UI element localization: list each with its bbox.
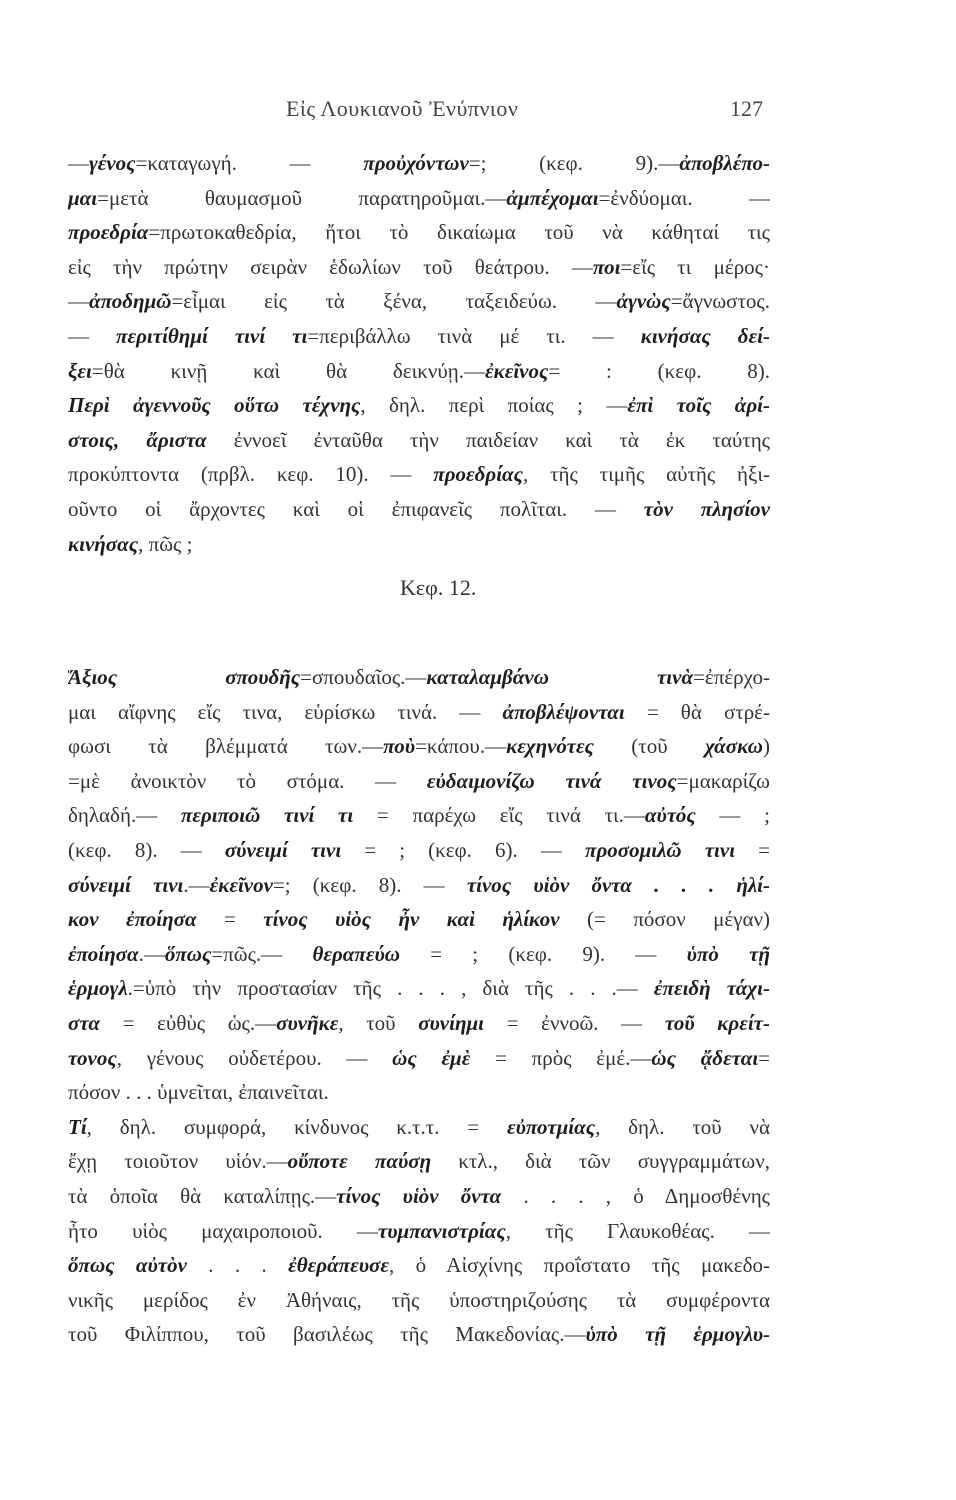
lemma-term: ξει xyxy=(68,358,92,383)
lemma-term: ὡς ἐμὲ xyxy=(392,1045,471,1070)
lemma-term: προεδρίας xyxy=(433,462,524,487)
lemma-term: τοῦ κρείτ- xyxy=(664,1010,770,1035)
lemma-term: περιτίθημί τινί τι xyxy=(116,323,308,348)
gloss-text: =ἄγνωστος. xyxy=(670,289,770,314)
lemma-term: ἐποίησα xyxy=(68,941,139,966)
gloss-text: = θὰ στρέ- xyxy=(624,699,770,724)
lemma-term: σύνειμί τινι xyxy=(68,872,184,897)
gloss-text: .=ὑπὸ τὴν προστασίαν τῆς . . . , διὰ τῆς . . .— xyxy=(127,976,654,1001)
gloss-text: , τῆς τιμῆς αὐτῆς ἠξι- xyxy=(523,462,770,487)
gloss-text: μαι αἴφνης εἴς τινα, εὑρίσκω τινά. — xyxy=(68,699,503,724)
gloss-text: = εὐθὺς ὡς.— xyxy=(99,1010,277,1035)
lemma-term: ποὺ xyxy=(383,734,416,759)
text-line xyxy=(68,527,770,562)
lemma-term: ἀμπέχομαι xyxy=(506,185,599,210)
gloss-text: =εἶμαι εἰς τὰ ξένα, ταξειδεύω. — xyxy=(171,289,617,314)
lemma-term: ὅπως αὐτὸν xyxy=(68,1253,187,1278)
text-line xyxy=(68,1144,770,1179)
text-line xyxy=(68,354,770,389)
gloss-text: , γένους οὐδετέρου. — xyxy=(116,1045,393,1070)
gloss-text: οῦντο οἱ ἄρχοντες καὶ οἱ ἐπιφανεῖς πολῖται. — xyxy=(68,496,644,521)
commentary-section-2 xyxy=(68,660,770,1352)
gloss-text: =; (κεφ. 8). — xyxy=(272,872,467,897)
lemma-term: ὅπως xyxy=(164,941,212,966)
gloss-text: κτλ., διὰ τῶν συγγραμμάτων, xyxy=(431,1149,770,1174)
lemma-term: ἐπὶ τοῖς ἀρί- xyxy=(627,393,770,418)
commentary-section-1 xyxy=(68,146,770,561)
gloss-text: = πρὸς ἐμέ.— xyxy=(470,1045,652,1070)
text-line xyxy=(68,1317,770,1352)
gloss-text: (τοῦ xyxy=(593,734,706,759)
gloss-text: , πῶς ; xyxy=(138,531,193,556)
text-line xyxy=(68,937,770,972)
gloss-text: — ; xyxy=(695,803,770,828)
lemma-term: τονος xyxy=(68,1045,117,1070)
gloss-text: =καταγωγή. — xyxy=(135,151,364,175)
text-line xyxy=(68,798,770,833)
text-line xyxy=(68,1214,770,1249)
text-line xyxy=(68,492,770,527)
gloss-text: , τοῦ xyxy=(338,1010,419,1035)
lemma-term: ἀποβλέψονται xyxy=(502,699,625,724)
gloss-text: = xyxy=(196,907,264,932)
lemma-term: περιποιῶ τινί τι xyxy=(180,803,354,828)
lemma-term: καταλαμβάνω τινὰ xyxy=(426,665,694,689)
text-line xyxy=(68,181,770,216)
lemma-term: ποι xyxy=(592,254,621,279)
lemma-term: κινήσας xyxy=(68,531,139,556)
lemma-term: αὐτός xyxy=(644,803,696,828)
text-line xyxy=(68,1075,770,1110)
lemma-term: κινήσας δεί- xyxy=(640,323,770,348)
text-line xyxy=(68,660,770,695)
lemma-term: Περὶ ἀγεννοῦς οὕτω τέχνης xyxy=(68,393,361,418)
lemma-term: στοις, ἄριστα xyxy=(68,427,207,452)
lemma-term: ἀγνὼς xyxy=(616,289,671,314)
gloss-text: ἔχῃ τοιοῦτον υἱόν.— xyxy=(68,1149,288,1174)
gloss-text: ἐννοεῖ ἐνταῦθα τὴν παιδείαν καὶ τὰ ἐκ ταύτης xyxy=(206,427,770,452)
gloss-text: νικῆς μερίδος ἐν Ἀθήναις, τῆς ὑποστηριζούσης τὰ συμφέροντα xyxy=(68,1287,770,1312)
gloss-text: προκύπτοντα (πρβλ. κεφ. 10). — xyxy=(68,462,434,487)
text-line xyxy=(68,284,770,319)
lemma-term: προὐχόντων xyxy=(363,151,469,175)
gloss-text: =εἴς τι μέρος· xyxy=(620,254,770,279)
lemma-term: ἀποδημῶ xyxy=(89,289,172,314)
chapter-heading: Κεφ. 12. xyxy=(400,575,477,600)
gloss-text: , δηλ. περὶ ποίας ; — xyxy=(360,393,628,418)
lemma-term: προεδρία xyxy=(68,220,149,245)
lemma-term: ἐκεῖνον xyxy=(209,872,273,897)
lemma-term: Τί xyxy=(68,1114,87,1139)
gloss-text: δηλαδή.— xyxy=(68,803,181,828)
text-line xyxy=(68,1110,770,1145)
gloss-text: εἰς τὴν πρώτην σειρὰν ἑδωλίων τοῦ θεάτρου. — xyxy=(68,254,593,279)
gloss-text: — xyxy=(68,151,89,175)
text-line xyxy=(68,1041,770,1076)
lemma-term: τίνος υἱὸς ἦν καὶ ἡλίκον xyxy=(263,907,560,932)
gloss-text: =κάπου.— xyxy=(415,734,507,759)
gloss-text: , δηλ. συμφορά, κίνδυνος κ.τ.τ. = xyxy=(86,1114,507,1139)
text-line xyxy=(68,902,770,937)
gloss-text: (= πόσον μέγαν) xyxy=(559,907,770,932)
text-line xyxy=(68,971,770,1006)
text-line xyxy=(68,215,770,250)
gloss-text: =θὰ κινῇ καὶ θὰ δεικνύῃ.— xyxy=(91,358,485,383)
gloss-text: = παρέχω εἴς τινά τι.— xyxy=(353,803,645,828)
text-line xyxy=(68,868,770,903)
gloss-text: =μακαρίζω xyxy=(676,768,770,793)
lemma-term: ὑπὸ τῇ xyxy=(686,941,770,966)
gloss-text: . . . xyxy=(186,1253,289,1278)
lemma-term: εὐδαιμονίζω τινά τινος xyxy=(426,768,677,793)
gloss-text: = xyxy=(758,1045,770,1070)
text-line xyxy=(68,457,770,492)
text-line xyxy=(68,1006,770,1041)
gloss-text: πόσον . . . ὑμνεῖται, ἐπαινεῖται. xyxy=(68,1080,329,1105)
gloss-text: τὰ ὁποῖα θὰ καταλίπῃς.— xyxy=(68,1183,337,1208)
lemma-term: στα xyxy=(68,1010,100,1035)
gloss-text: =περιβάλλω τινὰ μέ τι. — xyxy=(307,323,641,348)
gloss-text: =ἐνδύομαι. — xyxy=(598,185,770,210)
gloss-text: φωσι τὰ βλέμματά των.— xyxy=(68,734,384,759)
lemma-term: ἑρμογλ xyxy=(68,976,128,1001)
gloss-text: , τῆς Γλαυκοθέας. — xyxy=(505,1218,770,1243)
lemma-term: κον ἐποίησα xyxy=(68,907,197,932)
gloss-text: = ἐννοῶ. — xyxy=(484,1010,665,1035)
lemma-term: ὡς ᾄδεται xyxy=(651,1045,759,1070)
gloss-text: — xyxy=(68,323,117,348)
lemma-term: ἐκεῖνος xyxy=(484,358,549,383)
gloss-text: .— xyxy=(138,941,165,966)
lemma-term: θεραπεύω xyxy=(312,941,400,966)
gloss-text: = xyxy=(735,837,770,862)
gloss-text: , δηλ. τοῦ νὰ xyxy=(595,1114,770,1139)
gloss-text: =σπουδαῖος.— xyxy=(300,665,427,689)
page-number: 127 xyxy=(730,96,763,121)
gloss-text: = ; (κεφ. 9). — xyxy=(399,941,687,966)
gloss-text: = : (κεφ. 8). xyxy=(548,358,770,383)
text-line xyxy=(68,764,770,799)
gloss-text: — xyxy=(68,289,89,314)
lemma-term: τὸν πλησίον xyxy=(643,496,770,521)
lemma-term: τίνος υἱὸν ὄντα . . . ἡλί- xyxy=(466,872,770,897)
lemma-term: προσομιλῶ τινι xyxy=(585,837,736,862)
lemma-term: ἐθεράπευσε xyxy=(288,1253,389,1278)
gloss-text: =μετὰ θαυμασμοῦ παρατηροῦμαι.— xyxy=(97,185,507,210)
lemma-term: σύνειμί τινι xyxy=(224,837,342,862)
lemma-term: τυμπανιστρίας xyxy=(377,1218,506,1243)
text-line xyxy=(68,833,770,868)
lemma-term: οὔποτε παύσῃ xyxy=(287,1149,432,1174)
lemma-term: ἐπειδὴ τάχι- xyxy=(653,976,770,1001)
text-line xyxy=(68,1283,770,1318)
lemma-term: κεχηνότες xyxy=(506,734,594,759)
gloss-text: =πῶς.— xyxy=(211,941,313,966)
lemma-term: Ἄξιος σπουδῆς xyxy=(68,665,301,689)
gloss-text: =μὲ ἀνοικτὸν τὸ στόμα. — xyxy=(68,768,427,793)
gloss-text: =πρωτοκαθεδρία, ἤτοι τὸ δικαίωμα τοῦ νὰ κάθηταί τις xyxy=(148,220,770,245)
gloss-text: (κεφ. 8). — xyxy=(68,837,225,862)
running-title: Εἰς Λουκιανοῦ Ἐνύπνιον xyxy=(286,96,519,121)
lemma-term: συνίημι xyxy=(418,1010,485,1035)
lemma-term: μαι xyxy=(68,185,98,210)
lemma-term: γένος xyxy=(89,151,136,175)
gloss-text: =ἐπέρχο- xyxy=(693,665,770,689)
lemma-term: εὐποτμίας xyxy=(506,1114,596,1139)
gloss-text: τοῦ Φιλίππου, τοῦ βασιλέως τῆς Μακεδονίας.— xyxy=(68,1322,586,1347)
lemma-term: συνῆκε xyxy=(276,1010,339,1035)
text-line xyxy=(68,319,770,354)
lemma-term: ἀποβλέπο- xyxy=(679,151,770,175)
gloss-text: . . . , ὁ Δημοσθένης xyxy=(501,1183,770,1208)
gloss-text: ἦτο υἱὸς μαχαιροποιοῦ. — xyxy=(68,1218,378,1243)
gloss-text: = ; (κεφ. 6). — xyxy=(341,837,585,862)
text-line xyxy=(68,388,770,423)
text-line xyxy=(68,1248,770,1283)
gloss-text: , ὁ Αἰσχίνης προΐστατο τῆς μακεδο- xyxy=(388,1253,770,1278)
gloss-text: ) xyxy=(762,734,770,759)
text-line xyxy=(68,695,770,730)
lemma-term: τίνος υἱὸν ὄντα xyxy=(336,1183,502,1208)
gloss-text: .— xyxy=(183,872,210,897)
lemma-term: ὑπὸ τῇ ἑρμογλυ- xyxy=(585,1322,770,1347)
text-line xyxy=(68,146,770,181)
gloss-text: =; (κεφ. 9).— xyxy=(468,151,680,175)
text-line xyxy=(68,729,770,764)
lemma-term: χάσκω xyxy=(705,734,763,759)
text-line xyxy=(68,423,770,458)
text-line xyxy=(68,1179,770,1214)
text-line xyxy=(68,250,770,285)
